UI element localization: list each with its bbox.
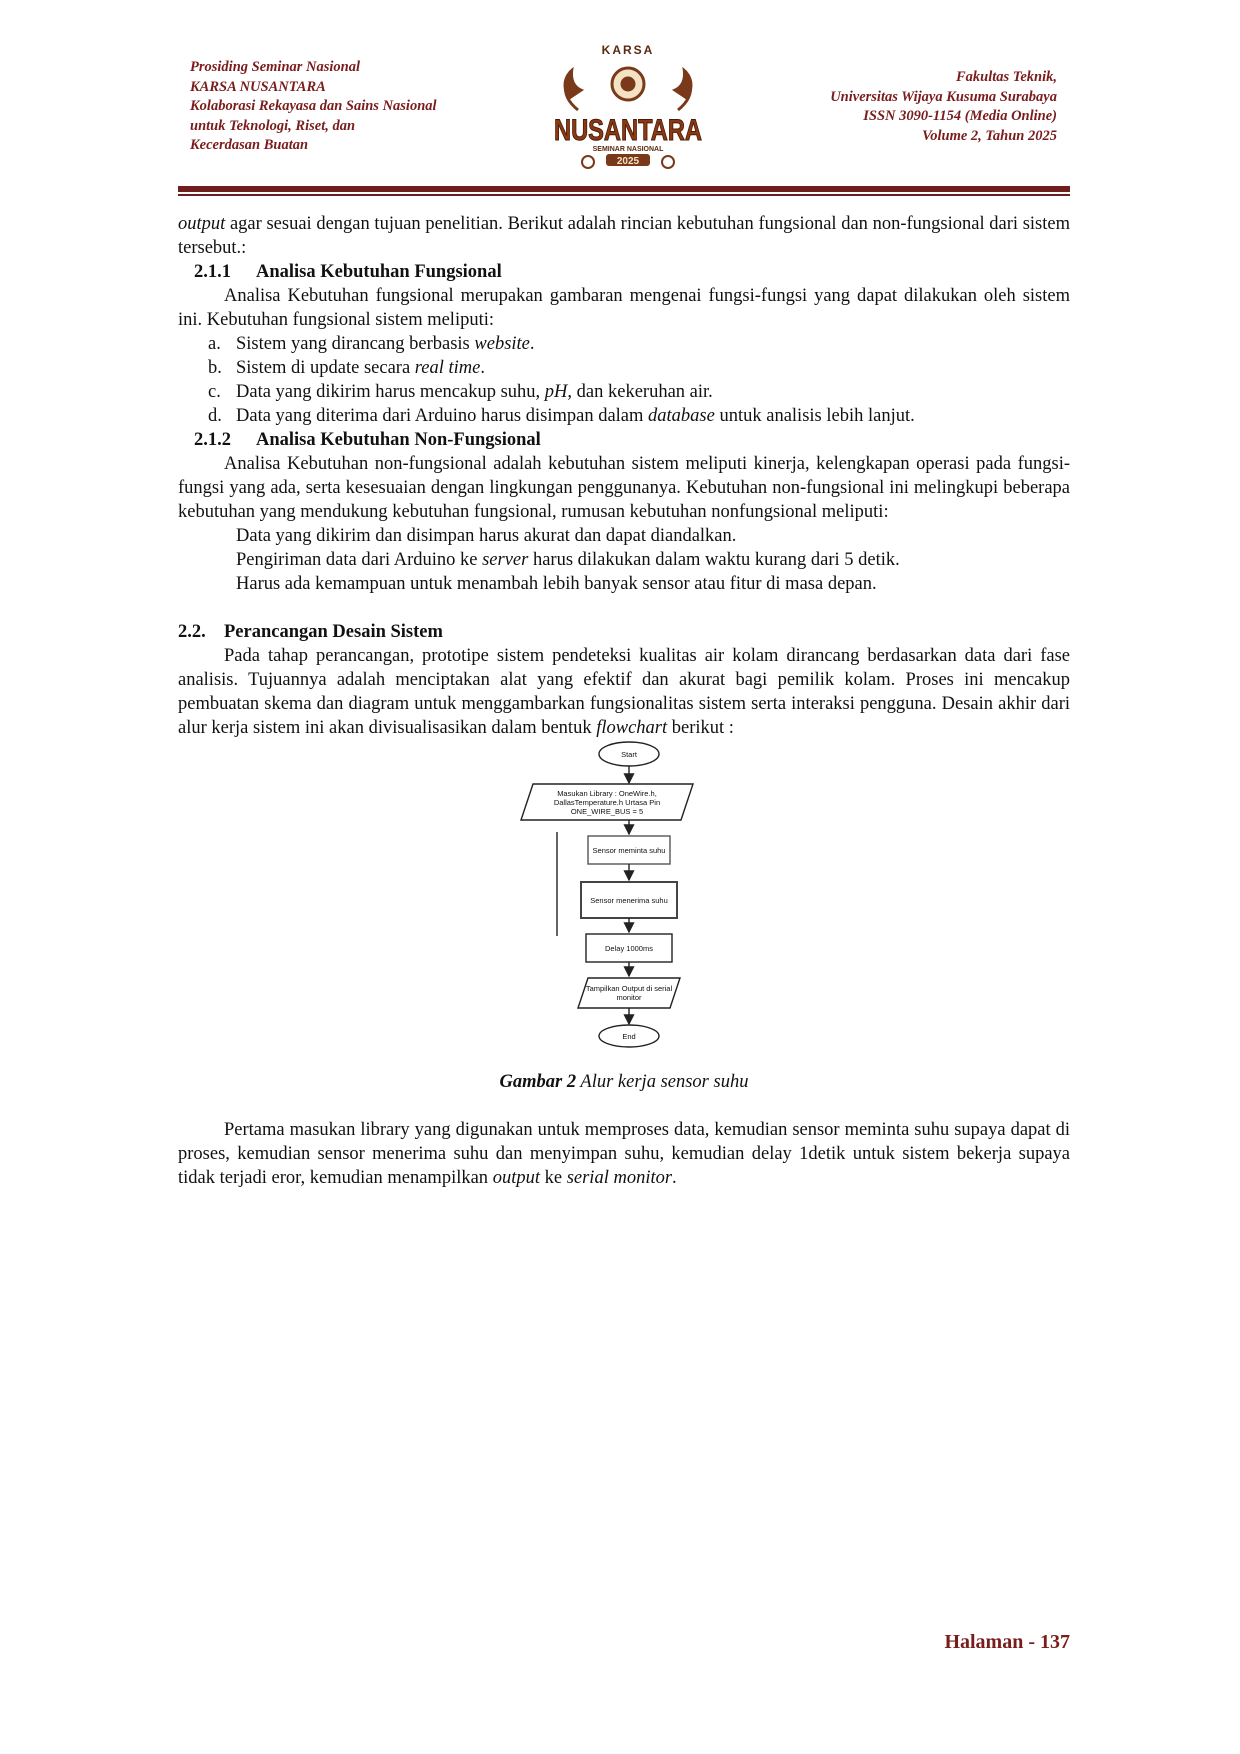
flowchart-figure: [178, 740, 1070, 1070]
flowchart-step-request-label: Sensor meminta suhu: [592, 846, 666, 855]
list-item: Harus ada kemampuan untuk menambah lebih banyak sensor atau fitur di masa depan.: [236, 574, 877, 594]
section-heading-2-1-1: 2.1.1 Analisa Kebutuhan Fungsional: [194, 262, 502, 282]
logo-ribbon-text: SEMINAR NASIONAL: [592, 146, 664, 153]
header-line: Kolaborasi Rekayasa dan Sains Nasional: [190, 98, 437, 114]
list-item: a. Sistem yang dirancang berbasis website.: [208, 334, 535, 354]
flowchart-step-receive-label: Sensor menerima suhu: [590, 896, 668, 905]
list-item: d. Data yang diterima dari Arduino harus disimpan dalam database untuk analisis lebih lanjut.: [208, 406, 915, 426]
header-line: ISSN 3090-1154 (Media Online): [863, 108, 1057, 124]
conclusion-paragraph: Pertama masukan library yang digunakan untuk memproses data, kemudian sensor meminta suhu supaya dapat di proses, kemudian sensor menerima suhu dan menyimpan suhu, kemudian delay 1detik untuk sistem bekerja supaya tidak terjadi eror, kemudian menampilkan output ke serial monitor.: [178, 1120, 1070, 1188]
flowchart-diagram: [178, 740, 1070, 1070]
list-item: c. Data yang dikirim harus mencakup suhu, pH, dan kekeruhan air.: [208, 382, 713, 402]
logo-year-text: 2025: [616, 156, 640, 167]
flowchart-step-delay-label: Delay 1000ms: [605, 944, 653, 953]
page-number: Halaman - 137: [944, 1631, 1070, 1653]
nonfunctional-paragraph: Analisa Kebutuhan non-fungsional adalah kebutuhan sistem meliputi kinerja, kelengkapan operasi pada fungsi-fungsi yang ada, serta kesesuaian dengan lingkungan penggunanya. Kebutuhan non-fungsional ini melingkupi beberapa kebutuhan yang mendukung kebutuhan fungsional, rumusan kebutuhan nonfungsional meliputi:: [178, 454, 1070, 522]
logo-top-text: KARSA: [601, 43, 655, 57]
functional-paragraph: Analisa Kebutuhan fungsional merupakan gambaran mengenai fungsi-fungsi yang dapat dilakukan oleh sistem ini. Kebutuhan fungsional sistem meliputi:: [178, 286, 1070, 330]
flowchart-input-label: DallasTemperature.h Urtasa Pin: [553, 798, 661, 807]
header-divider-thin: [178, 194, 1070, 196]
header-line: Universitas Wijaya Kusuma Surabaya: [830, 88, 1057, 105]
flowchart-output-label: monitor: [616, 993, 642, 1002]
list-item: Pengiriman data dari Arduino ke server harus dilakukan dalam waktu kurang dari 5 detik.: [236, 550, 900, 570]
flowchart-output-label: Tampilkan Output di serial: [585, 984, 673, 993]
header-line: untuk Teknologi, Riset, dan: [190, 117, 356, 134]
intro-paragraph: output agar sesuai dengan tujuan penelitian. Berikut adalah rincian kebutuhan fungsional dan non-fungsional dari sistem tersebut.:: [178, 214, 1070, 258]
header-line: Prosiding Seminar Nasional: [190, 59, 361, 75]
section-heading-2-1-2: 2.1.2 Analisa Kebutuhan Non-Fungsional: [194, 430, 541, 450]
journal-header-right: [727, 68, 1057, 146]
figure-caption: Gambar 2 Alur kerja sensor suhu: [499, 1072, 749, 1092]
header-line: Volume 2, Tahun 2025: [922, 127, 1057, 144]
section-heading-2-2: 2.2. Perancangan Desain Sistem: [178, 622, 443, 642]
logo-main-text: NUSANTARA: [554, 114, 702, 147]
header-line: Kecerdasan Buatan: [190, 137, 309, 153]
flowchart-start-label: Start: [621, 750, 637, 759]
journal-header-left: [190, 58, 510, 156]
flowchart-input-label: ONE_WIRE_BUS = 5: [570, 807, 644, 816]
page-body: [178, 212, 1070, 1190]
flowchart-end-label: End: [622, 1032, 636, 1041]
list-item: b. Sistem di update secara real time.: [208, 358, 485, 378]
header-divider-thick: [178, 186, 1070, 192]
karsa-nusantara-logo: [548, 40, 708, 180]
flowchart-input-label: Masukan Library : OneWire.h,: [557, 789, 657, 798]
list-item: Data yang dikirim dan disimpan harus akurat dan dapat diandalkan.: [236, 526, 737, 546]
design-paragraph: Pada tahap perancangan, prototipe sistem pendeteksi kualitas air kolam dirancang berdasarkan data dari fase analisis. Tujuannya adalah menciptakan alat yang efektif dan akurat bagi pemilik kolam. Proses ini mencakup pembuatan skema dan diagram untuk menggambarkan fungsionalitas sistem serta interaksi pengguna. Desain akhir dari alur kerja sistem ini akan divisualisasikan dalam bentuk flowchart berikut :: [178, 646, 1070, 738]
header-line: KARSA NUSANTARA: [190, 78, 326, 95]
header-line: Fakultas Teknik,: [956, 69, 1057, 85]
